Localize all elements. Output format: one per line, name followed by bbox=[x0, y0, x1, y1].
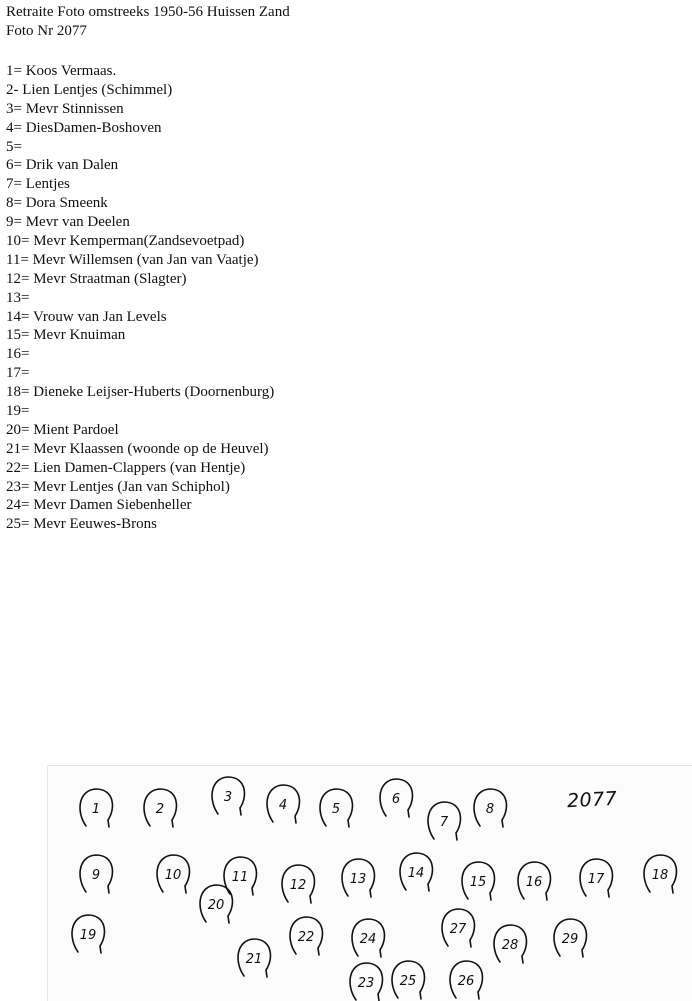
head-number: 17 bbox=[587, 872, 605, 887]
head-number: 12 bbox=[289, 878, 307, 893]
head-marker bbox=[238, 939, 270, 977]
head-number: 21 bbox=[245, 952, 263, 967]
legend-entry: 23= Mevr Lentjes (Jan van Schiphol) bbox=[6, 478, 230, 495]
head-marker bbox=[320, 789, 352, 827]
head-number: 3 bbox=[223, 790, 233, 805]
head-marker bbox=[342, 859, 374, 897]
sketch-photo-number: 2077 bbox=[566, 787, 618, 813]
head-marker bbox=[518, 862, 550, 900]
head-number: 18 bbox=[651, 868, 669, 883]
head-number: 6 bbox=[391, 792, 401, 807]
head-number: 28 bbox=[501, 938, 519, 953]
head-marker bbox=[392, 961, 424, 999]
head-number: 10 bbox=[164, 868, 182, 883]
legend-entry: 25= Mevr Eeuwes-Brons bbox=[6, 516, 157, 533]
legend-entry: 14= Vrouw van Jan Levels bbox=[6, 308, 167, 325]
head-number: 15 bbox=[469, 875, 487, 890]
legend-entry: 12= Mevr Straatman (Slagter) bbox=[6, 270, 187, 287]
head-number: 8 bbox=[485, 802, 495, 817]
head-number: 11 bbox=[231, 870, 249, 885]
legend-entry: 22= Lien Damen-Clappers (van Hentje) bbox=[6, 459, 246, 476]
head-marker bbox=[442, 909, 474, 947]
name-legend bbox=[6, 62, 274, 534]
head-number: 7 bbox=[439, 815, 449, 830]
legend-entry: 15= Mevr Knuiman bbox=[6, 327, 126, 344]
legend-entry: 3= Mevr Stinnissen bbox=[6, 100, 124, 117]
legend-entry: 17= bbox=[6, 365, 30, 382]
head-number: 13 bbox=[349, 872, 367, 887]
head-number: 29 bbox=[561, 932, 579, 947]
head-marker bbox=[554, 919, 586, 957]
legend-entry: 1= Koos Vermaas. bbox=[6, 63, 117, 79]
head-number: 19 bbox=[79, 928, 97, 943]
head-marker bbox=[474, 789, 506, 827]
head-marker bbox=[644, 855, 676, 893]
legend-entry: 8= Dora Smeenk bbox=[6, 195, 108, 212]
legend-entry: 2- Lien Lentjes (Schimmel) bbox=[6, 81, 173, 98]
head-number: 9 bbox=[91, 868, 101, 883]
head-number: 26 bbox=[457, 974, 475, 989]
head-number: 4 bbox=[278, 798, 288, 813]
legend-entry: 21= Mevr Klaassen (woonde op de Heuvel) bbox=[6, 440, 269, 457]
legend-entry: 24= Mevr Damen Siebenheller bbox=[6, 497, 192, 514]
legend-entry: 9= Mevr van Deelen bbox=[6, 214, 130, 231]
head-marker bbox=[450, 961, 482, 999]
legend-entry: 6= Drik van Dalen bbox=[6, 157, 119, 174]
head-marker bbox=[72, 915, 104, 953]
head-number: 16 bbox=[525, 875, 543, 890]
head-marker bbox=[350, 963, 382, 1001]
legend-entry: 4= DiesDamen-Boshoven bbox=[6, 119, 162, 136]
head-number: 27 bbox=[449, 922, 467, 937]
legend-entry: 18= Dieneke Leijser-Huberts (Doornenburg) bbox=[6, 384, 275, 401]
head-marker bbox=[580, 859, 612, 897]
head-number: 14 bbox=[407, 866, 425, 881]
legend-entry: 11= Mevr Willemsen (van Jan van Vaatje) bbox=[6, 251, 259, 268]
head-marker bbox=[428, 802, 460, 840]
head-marker bbox=[494, 925, 526, 963]
head-number: 1 bbox=[91, 802, 101, 817]
head-marker bbox=[144, 789, 176, 827]
legend-entry: 5= bbox=[6, 138, 22, 155]
head-number: 22 bbox=[297, 930, 315, 945]
head-marker bbox=[267, 785, 299, 823]
head-marker bbox=[352, 919, 384, 957]
head-number: 25 bbox=[399, 974, 417, 989]
head-number: 2 bbox=[155, 802, 165, 817]
head-number: 5 bbox=[331, 802, 341, 817]
head-marker bbox=[212, 777, 244, 815]
head-number: 20 bbox=[207, 898, 225, 913]
position-sketch bbox=[47, 765, 692, 1001]
document-header bbox=[6, 3, 290, 41]
legend-entry: 20= Mient Pardoel bbox=[6, 421, 119, 438]
head-marker bbox=[80, 855, 112, 893]
legend-entry: 13= bbox=[6, 289, 30, 306]
document-title: Retraite Foto omstreeks 1950-56 Huissen Zand bbox=[6, 4, 290, 20]
head-marker bbox=[462, 862, 494, 900]
head-marker bbox=[157, 855, 189, 893]
head-marker bbox=[282, 865, 314, 903]
head-marker bbox=[290, 917, 322, 955]
legend-entry: 16= bbox=[6, 346, 30, 363]
legend-entry: 7= Lentjes bbox=[6, 176, 70, 193]
head-marker bbox=[80, 789, 112, 827]
head-number: 23 bbox=[357, 976, 375, 991]
head-marker bbox=[380, 779, 412, 817]
head-marker bbox=[400, 853, 432, 891]
photo-number: Foto Nr 2077 bbox=[6, 23, 87, 39]
head-number: 24 bbox=[359, 932, 377, 947]
legend-entry: 10= Mevr Kemperman(Zandsevoetpad) bbox=[6, 233, 245, 250]
legend-entry: 19= bbox=[6, 403, 30, 420]
